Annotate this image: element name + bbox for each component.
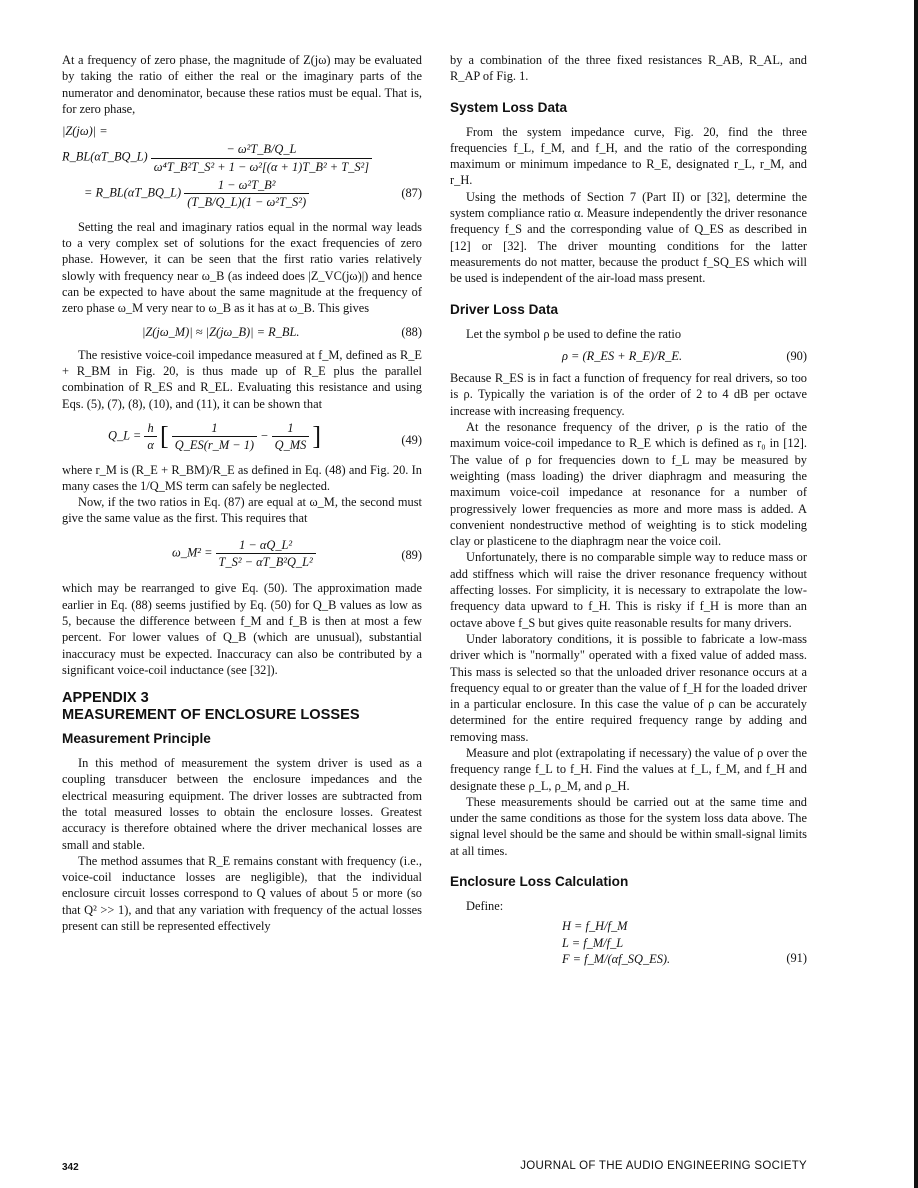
equation-number: (88) xyxy=(401,325,422,340)
appendix-label: APPENDIX 3 xyxy=(62,690,149,707)
appendix-title: MEASUREMENT OF ENCLOSURE LOSSES xyxy=(62,707,360,724)
paragraph: The method assumes that R_E remains constant with frequency (i.e., voice-coil inductance losses are negligible), that the individual enclosure circuit losses correspond to Q values of about 5 or more (so that Q² >> 1), and that any variation with frequency of the actual losses present can still be represented effectively xyxy=(62,853,422,934)
eq49-denominator-2: Q_MS xyxy=(274,438,307,453)
paragraph: Setting the real and imaginary ratios equal in the normal way leads to a very complex set of solutions for the exact frequencies of zero phase. However, it can be seen that the first ratio varies relatively slowly with frequency near ω_B (as indeed does |Z_VC(jω)|) and hence can be expected to have about the same magnitude at the frequency of zero phase ω_M very near to ω_B as it has at ω_B. This gives xyxy=(62,219,422,316)
section-heading: Enclosure Loss Calculation xyxy=(450,874,629,890)
section-heading: Driver Loss Data xyxy=(450,301,559,317)
eq87-numerator-1: − ω²T_B/Q_L xyxy=(151,141,372,158)
equation-89 xyxy=(62,537,422,571)
equation-number: (49) xyxy=(401,432,422,447)
equation-88 xyxy=(62,324,422,340)
eq91-line-f: F = f_M/(αf_SQ_ES). xyxy=(562,951,671,966)
eq87-line1: |Z(jω)| = xyxy=(62,124,108,139)
eq49-h: h xyxy=(144,420,157,437)
equation-91 xyxy=(450,918,807,967)
eq49-minus: − xyxy=(260,428,269,443)
paragraph: Now, if the two ratios in Eq. (87) are equal at ω_M, the second must give the same value as the first. This requires that xyxy=(62,495,422,526)
paragraph: Unfortunately, there is no comparable simple way to reduce mass or add stiffness which will raise the driver resonance frequency without affecting losses. For simplicity, it is necessary to extrapolate the low-frequency data upward to f_H. This is risky if f_H is more than an octave above f_S but gives quite reasonable results for many drivers. xyxy=(450,550,807,630)
journal-name: JOURNAL OF THE AUDIO ENGINEERING SOCIETY xyxy=(520,1160,807,1172)
eq89-fraction xyxy=(216,537,316,571)
eq49-h-over-alpha xyxy=(144,420,157,454)
paragraph: Under laboratory conditions, it is possible to fabricate a low-mass driver which is "normally" operated with a fixed value of added mass. This mass is selected so that the unloaded driver resonance occurs at a frequency equal to or greater than the value of f_H for the loaded driver in a particular enclosure. In this case the value of ρ can be accurately determined for the entire required frequency range by adding and removing mass. xyxy=(450,631,807,744)
paragraph: Using the methods of Section 7 (Part II) or [32], determine the system compliance ratio α. Measure independently the driver resonance frequency f_S and the corresponding value of Q_ES as described in [12] or [32]. The driver mounting conditions for the latter measurements do not matter, because the product f_SQ_ES which will be used is independent of the air-load mass present. xyxy=(450,189,807,286)
eq87-fraction-2 xyxy=(184,177,309,211)
page-number: 342 xyxy=(62,1162,79,1173)
eq88-body: |Z(jω_M)| ≈ |Z(jω_B)| = R_BL. xyxy=(142,325,300,340)
eq87-denominator-1: ω⁴T_B²T_S² + 1 − ω²[(α + 1)T_B² + T_S²] xyxy=(153,159,370,174)
paragraph: Let the symbol ρ be used to define the ratio xyxy=(466,326,682,341)
paragraph: Define: xyxy=(466,899,504,914)
eq89-denominator: T_S² − αT_B²Q_L² xyxy=(218,555,313,570)
equation-90 xyxy=(450,348,807,364)
eq49-lhs: Q_L = xyxy=(108,428,145,443)
left-bracket: [ xyxy=(160,421,169,451)
page-edge-bar xyxy=(914,0,918,1188)
equation-49 xyxy=(62,420,422,454)
paragraph: From the system impedance curve, Fig. 20, find the three frequencies f_L, f_M, and f_H, and the ratio of the corresponding maximum or minimum impedance to R_E, designated r_L, r_M, and r_H. xyxy=(450,124,807,188)
equation-number: (90) xyxy=(786,348,807,363)
eq91-line-h: H = f_H/f_M xyxy=(562,919,628,934)
eq49-alpha: α xyxy=(147,438,154,453)
section-heading: Measurement Principle xyxy=(62,731,211,747)
paragraph: Because R_ES is in fact a function of frequency for real drivers, so too is ρ. Typically the variation is of the order of 2 to 4 dB per octave increase with increasing frequency. xyxy=(450,371,807,418)
eq90-body: ρ = (R_ES + R_E)/R_E. xyxy=(562,348,683,363)
paragraph: In this method of measurement the system driver is used as a coupling transducer between the enclosure impedances and the electrical measuring equipment. The driver losses are subtracted from the total measured losses to obtain the enclosure losses. Greatest accuracy is therefore obtained where the driver mechanical losses are small and stable. xyxy=(62,756,422,852)
paragraph: The resistive voice-coil impedance measured at f_M, defined as R_E + R_BM in Fig. 20, is thus made up of R_E plus the parallel combination of R_ES and R_EL. Evaluating this resistance and using Eqs. (5), (7), (8), (10), and (11), it can be shown that xyxy=(62,347,422,411)
right-bracket: ] xyxy=(312,421,322,451)
eq87-fraction-1 xyxy=(151,141,372,175)
eq49-numerator-2: 1 xyxy=(272,420,310,437)
eq49-fraction-1 xyxy=(172,420,257,454)
equation-number: (87) xyxy=(401,186,422,201)
eq49-fraction-2 xyxy=(272,420,310,454)
paragraph: These measurements should be carried out at the same time and under the same conditions as those for the system loss data above. The signal level should be the same and should be within small-signal limits at all times. xyxy=(450,794,807,858)
equation-number: (91) xyxy=(786,951,807,966)
eq89-lhs: ω_M² = xyxy=(172,545,216,560)
eq87-numerator-2: 1 − ω²T_B² xyxy=(184,177,309,194)
paragraph: where r_M is (R_E + R_BM)/R_E as defined in Eq. (48) and Fig. 20. In many cases the 1/Q_MS term can safely be neglected. xyxy=(62,462,422,493)
paragraph: At a frequency of zero phase, the magnitude of Z(jω) may be evaluated by taking the ratio of either the real or the imaginary parts of the numerator and denominator, because these ratios must be equal. That is, for zero phase, xyxy=(62,53,422,116)
left-column xyxy=(62,52,422,934)
right-column xyxy=(450,52,807,967)
paragraph: Measure and plot (extrapolating if necessary) the value of ρ over the frequency range f_L to f_H. Find the values at f_L, f_M, and f_H and designate these ρ_L, ρ_M, and ρ_H. xyxy=(450,745,807,793)
eq87-prefix: R_BL(αT_BQ_L) xyxy=(62,150,148,165)
eq49-numerator-1: 1 xyxy=(172,420,257,437)
paragraph: which may be rearranged to give Eq. (50). The approximation made earlier in Eq. (88) seems justified by Eq. (50) for Q_B values as low as 5, because the difference between f_M and f_B is then at most a few percent. For lower values of Q_B (which are unusual), substantial inaccuracy must be expected. Inaccuracy can also be contributed by a significant voice-coil inductance (see [32]). xyxy=(62,581,422,677)
paragraph: At the resonance frequency of the driver, ρ is the ratio of the maximum voice-coil impedance to R_E which is defined as r₀ in [12]. The value of ρ for frequencies down to f_L may be measured by weighting (mass loading) the driver diaphragm and measuring the maximum voice-coil impedance at resonance for a number of progressively lower frequencies as more and more mass is added. A convenient nondestructive method of weighting is to stick modeling clay or plasticene to the diaphragm near the voice coil. xyxy=(450,420,807,549)
paragraph: by a combination of the three fixed resistances R_AB, R_AL, and R_AP of Fig. 1. xyxy=(450,53,807,84)
eq49-denominator-1: Q_ES(r_M − 1) xyxy=(174,438,255,453)
eq91-line-l: L = f_M/f_L xyxy=(562,935,624,950)
eq89-numerator: 1 − αQ_L² xyxy=(216,537,316,554)
eq87-denominator-2: (T_B/Q_L)(1 − ω²T_S²) xyxy=(187,195,307,210)
eq87-prefix-2: = R_BL(αT_BQ_L) xyxy=(84,185,182,200)
equation-number: (89) xyxy=(401,547,422,562)
section-heading: System Loss Data xyxy=(450,99,568,115)
equation-87 xyxy=(62,123,422,210)
